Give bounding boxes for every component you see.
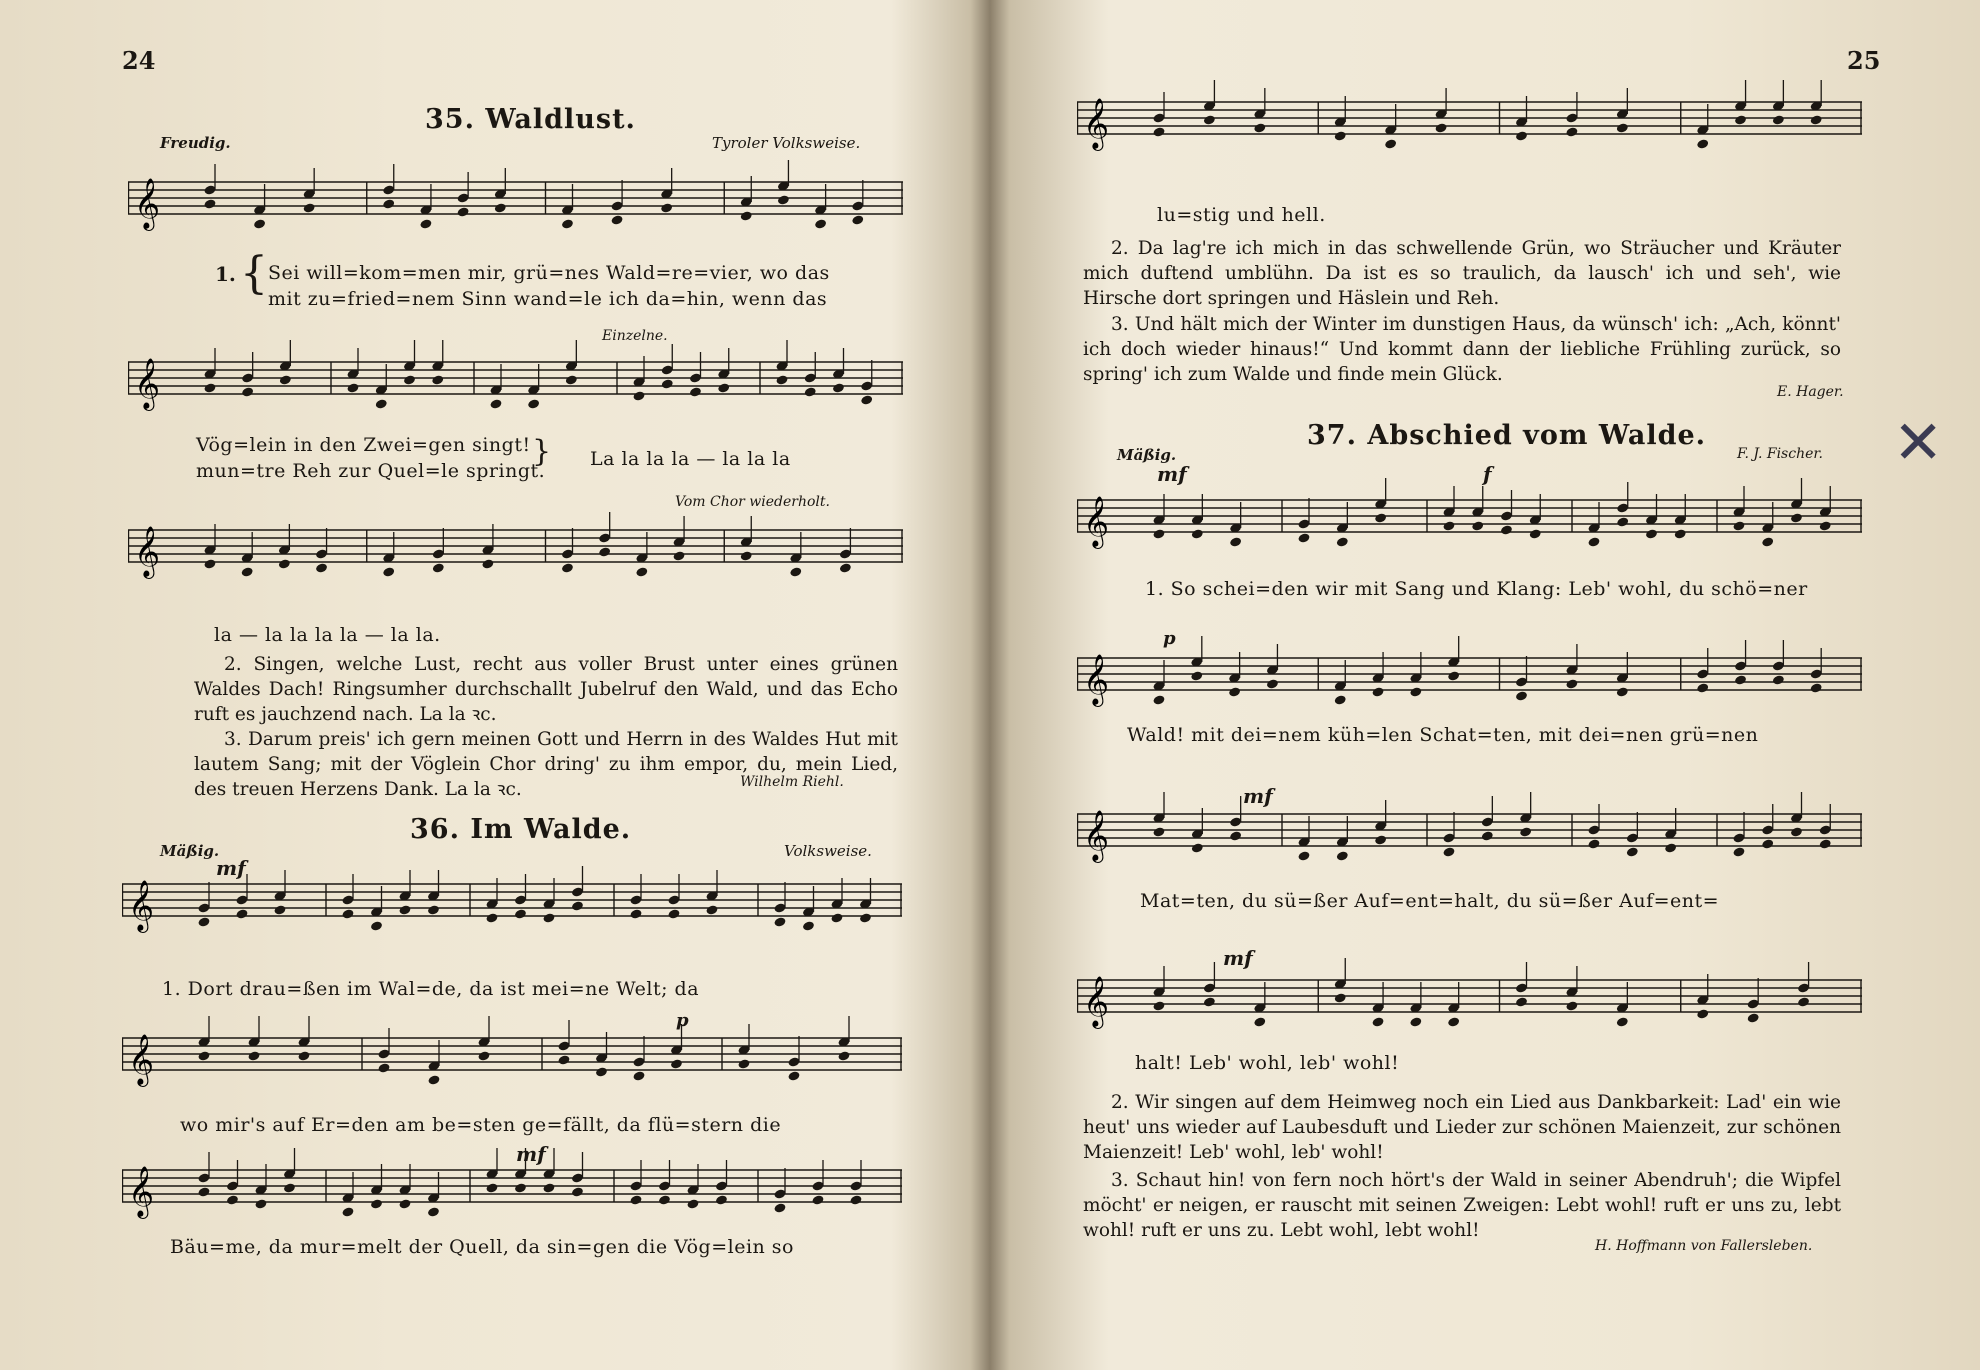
- song-title: 37. Abschied vom Walde.: [1307, 420, 1707, 451]
- chorus-label: Vom Chor wiederholt.: [675, 494, 830, 510]
- lyricist: H. Hoffmann von Fallersleben.: [1595, 1238, 1813, 1254]
- lyricist: Wilhelm Riehl.: [740, 774, 844, 790]
- page-number: 24: [122, 46, 156, 75]
- lyric-line: lu=stig und hell.: [1157, 204, 1326, 226]
- verse-number: 1.: [215, 262, 236, 286]
- verse-text: 2. Singen, welche Lust, recht aus voller Brust unter eines grünen Waldes Dach! Ringsumher durchschallt Jubelruf den Wald, und das Echo ruft es jauchzend nach. La la ꝛc.: [194, 654, 898, 725]
- verse-text: 3. Darum preis' ich gern meinen Gott und Herrn in des Waldes Hut mit lautem Sang; mit der Vöglein Chor dring' zu ihm empor, du, mein Lied, des treuen Herzens Dank. La la ꝛc.: [194, 729, 898, 800]
- lyric-line: Vög=lein in den Zwei=gen singt!: [196, 434, 531, 456]
- music-staff: [1077, 478, 1862, 568]
- svg-text:𝄞: 𝄞: [128, 1166, 155, 1217]
- svg-text:𝄞: 𝄞: [134, 358, 161, 409]
- verse-text: 2. Da lag're ich mich in das schwellende Grün, wo Sträucher und Kräuter mich duftend umblühn. Da ist es so traulich, da lausch' ich und seh', wie Hirsche dort springen und Häslein und Reh.: [1083, 238, 1841, 309]
- melody-source: Volksweise.: [784, 842, 872, 860]
- right-page: [995, 0, 1980, 1370]
- tempo-marking: Mäßig.: [1117, 446, 1177, 464]
- svg-text:𝄞: 𝄞: [1083, 496, 1110, 547]
- lyric-line: 1. Dort drau=ßen im Wal=de, da ist mei=ne Welt; da: [162, 978, 700, 1000]
- dynamic-marking: mf: [1223, 946, 1253, 970]
- lyric-line: mit zu=fried=nem Sinn wand=le ich da=hin, wenn das: [268, 288, 828, 310]
- svg-text:𝄞: 𝄞: [1083, 810, 1110, 861]
- svg-text:𝄞: 𝄞: [128, 880, 155, 931]
- music-staff: [1077, 636, 1862, 726]
- lyric-line: Mat=ten, du sü=ßer Auf=ent=halt, du sü=ßer Auf=ent=: [1140, 890, 1720, 912]
- lyric-line: 1. So schei=den wir mit Sang und Klang: Leb' wohl, du schö=ner: [1145, 578, 1808, 600]
- music-staff: [128, 340, 903, 430]
- verse-text: 3. Schaut hin! von fern noch hört's der Wald in seiner Abendruh'; die Wipfel möcht' er neigen, er rauscht mit seinen Zweigen: Lebt wohl! ruft er uns zu, lebt wohl! ruft er uns zu. Lebt wohl, lebt wohl!: [1083, 1170, 1841, 1241]
- lyric-line: Wald! mit dei=nem küh=len Schat=ten, mit dei=nen grü=nen: [1127, 724, 1759, 746]
- tempo-marking: Mäßig.: [160, 842, 220, 860]
- music-staff: [1077, 80, 1862, 170]
- solo-label: Einzelne.: [602, 328, 668, 344]
- song-title: 35. Waldlust.: [425, 104, 636, 135]
- melody-source: Tyroler Volksweise.: [712, 134, 861, 152]
- page-number: 25: [1847, 46, 1881, 75]
- verse-text: 3. Und hält mich der Winter im dunstigen Haus, da wünsch' ich: „Ach, könnt' ich doch wieder hinaus!“ Und kommt dann der liebliche Frühling zurück, so spring' ich zum Walde und finde mein Glück.: [1083, 314, 1841, 385]
- lyric-line: halt! Leb' wohl, leb' wohl!: [1135, 1052, 1400, 1074]
- lyric-line: Bäu=me, da mur=melt der Quell, da sin=gen die Vög=lein so: [170, 1236, 794, 1258]
- dynamic-marking: f: [1483, 462, 1492, 486]
- music-staff: [122, 862, 902, 952]
- song-title: 36. Im Walde.: [410, 814, 632, 845]
- dynamic-marking: mf: [216, 856, 246, 880]
- music-staff: [1077, 958, 1862, 1048]
- svg-text:𝄞: 𝄞: [1083, 98, 1110, 149]
- dynamic-marking: p: [1163, 628, 1176, 649]
- svg-text:𝄞: 𝄞: [134, 178, 161, 229]
- svg-text:𝄞: 𝄞: [128, 1034, 155, 1085]
- brace-symbol: {: [240, 248, 268, 299]
- dynamic-marking: mf: [1157, 462, 1187, 486]
- lyric-line: wo mir's auf Er=den am be=sten ge=fällt, da flü=stern die: [180, 1114, 782, 1136]
- left-page: [0, 0, 985, 1370]
- pencil-cross-mark: ✕: [1893, 408, 1944, 478]
- svg-text:𝄞: 𝄞: [1083, 654, 1110, 705]
- dynamic-marking: p: [676, 1010, 689, 1031]
- music-staff: [1077, 792, 1862, 882]
- brace-symbol: }: [532, 434, 552, 469]
- lyric-line: la — la la la la — la la.: [214, 624, 441, 646]
- music-staff: [128, 160, 903, 250]
- composer: F. J. Fischer.: [1737, 446, 1823, 462]
- music-staff: [122, 1016, 902, 1106]
- dynamic-marking: mf: [516, 1142, 546, 1166]
- verse-text: 2. Wir singen auf dem Heimweg noch ein Lied aus Dankbarkeit: Lad' ein wie heut' uns wieder auf Laubesduft und Lieder zur schönen Maienzeit, zur schönen Maienzeit! Leb' wohl, leb' wohl!: [1083, 1092, 1841, 1163]
- lyricist: E. Hager.: [1777, 384, 1844, 400]
- music-staff: [122, 1148, 902, 1238]
- dynamic-marking: mf: [1243, 784, 1273, 808]
- svg-text:𝄞: 𝄞: [134, 526, 161, 577]
- lyric-line: mun=tre Reh zur Quel=le springt.: [196, 460, 546, 482]
- svg-text:𝄞: 𝄞: [1083, 976, 1110, 1027]
- lyric-line: La la la la — la la la: [590, 448, 791, 470]
- music-staff: [128, 508, 903, 598]
- tempo-marking: Freudig.: [160, 134, 231, 152]
- lyric-line: Sei will=kom=men mir, grü=nes Wald=re=vier, wo das: [268, 262, 830, 284]
